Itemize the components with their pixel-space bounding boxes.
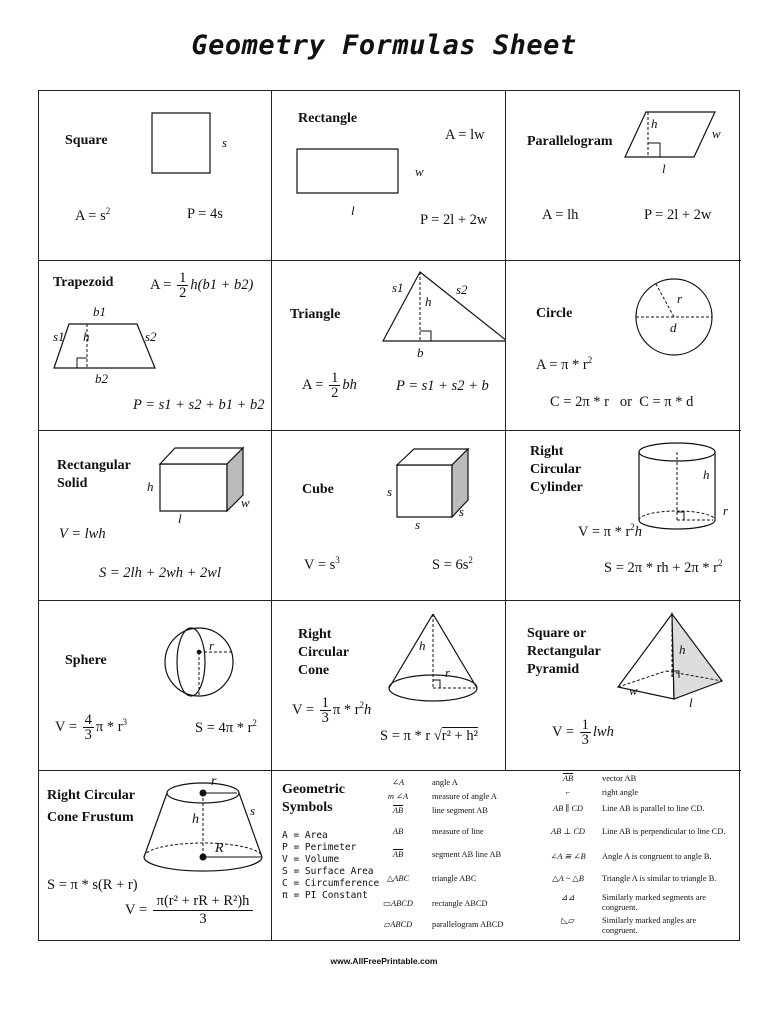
sphere-surface: $S = 4\pi * r^2$ — [195, 718, 257, 736]
cell-parallelogram — [506, 91, 741, 261]
cube-s-bottom-label: s — [415, 517, 421, 532]
frustum-R-label: R — [215, 841, 224, 856]
pyramid-w-label: w — [629, 683, 638, 698]
triangle-s1-label: s1 — [392, 280, 404, 295]
parallelogram-perimeter: P = 2l + 2w — [644, 207, 712, 223]
sym-right-3: AB ⊥ CD Line AB is perpendicular to line CD. — [551, 827, 726, 836]
cell-cone — [272, 601, 506, 771]
cell-rectangle — [272, 91, 506, 261]
rect-solid-volume: V = lwh — [59, 526, 106, 542]
cell-rect-solid — [39, 431, 272, 601]
sym-right-5: △A ~ △B Triangle A is similar to triangle B. — [552, 874, 717, 883]
triangle-area: A = $\frac{1}{2}$ bh — [302, 370, 357, 401]
circle-figure — [634, 277, 714, 357]
sym-right-0: $\overline{AB}$ vector AB — [562, 774, 637, 783]
sym-left-0: ∠A angle A — [391, 778, 458, 787]
frustum-h-label: h — [192, 812, 199, 827]
rectangle-area: A = lw — [445, 127, 485, 143]
label-pyramid: Square or Rectangular Pyramid — [527, 626, 601, 677]
label-parallelogram: Parallelogram — [527, 134, 613, 149]
pyramid-l-label: l — [689, 695, 693, 710]
page-title: Geometry Formulas Sheet — [191, 30, 577, 61]
parallelogram-height-label: h — [651, 116, 658, 131]
rect-solid-l-label: l — [178, 511, 182, 526]
label-triangle: Triangle — [290, 307, 341, 322]
rectangle-figure — [296, 148, 400, 194]
marked-angles-icon: ◺▱ — [561, 916, 575, 925]
circle-area: $A = \pi * r^2$ — [536, 355, 593, 373]
label-rectangle: Rectangle — [298, 111, 358, 126]
cell-square — [39, 91, 272, 261]
frustum-volume: V = $\frac{\text{π(r² + rR + R²)h}}{3}$ — [125, 893, 255, 928]
label-circle: Circle — [536, 306, 573, 321]
square-area: $A = s^2$ — [75, 206, 111, 224]
cone-surface: S = π * r √r² + h² — [380, 728, 478, 744]
rectangle-width-label: w — [415, 164, 424, 179]
sym-left-2: $\overline{AB}$ line segment AB — [392, 806, 488, 815]
square-perimeter: P = 4s — [187, 206, 223, 222]
label-cone: Right Circular Cone — [298, 627, 350, 678]
symbols-legend: A = Area P = Perimeter V = Volume S = Surface Area C = Circumference π = PI Constant — [282, 830, 380, 901]
sym-left-5: △ABC triangle ABC — [386, 874, 477, 883]
right-angle-icon: ⌐ — [565, 788, 571, 797]
cylinder-h-label: h — [703, 467, 710, 482]
marked-segments-icon: ⊿⊿ — [560, 893, 576, 902]
sphere-volume: V = $\frac{4}{3}$ π * $r^3$ — [55, 712, 128, 743]
pyramid-h-label: h — [679, 642, 686, 657]
sphere-r-label: r — [209, 638, 215, 653]
label-cube: Cube — [302, 482, 334, 497]
label-symbols: Geometric Symbols — [282, 782, 345, 815]
sym-left-4: $\overline{AB}$ segment AB line AB — [392, 850, 502, 859]
cell-circle — [506, 261, 741, 431]
sym-right-7: ◺▱ Similarly marked angles are congruent. — [534, 916, 696, 936]
frustum-r-label: r — [211, 774, 217, 789]
cube-surface: $S = 6s^2$ — [432, 555, 473, 573]
trapezoid-h-label: h — [83, 329, 90, 344]
rectangle-length-label: l — [351, 203, 355, 218]
label-trapezoid: Trapezoid — [53, 275, 114, 290]
cell-pyramid — [506, 601, 741, 771]
sym-left-7: ▱ABCD parallelogram ABCD — [383, 920, 504, 929]
pyramid-volume: V = $\frac{1}{3}$ lwh — [552, 717, 614, 748]
trapezoid-b1-label: b1 — [93, 304, 106, 319]
sym-left-6: ▭ABCD rectangle ABCD — [383, 899, 488, 908]
cube-s-left-label: s — [387, 484, 393, 499]
formula-grid — [38, 90, 740, 941]
square-figure — [151, 112, 213, 174]
sym-right-4: ∠A ≅ ∠B Angle A is congruent to angle B. — [550, 852, 712, 861]
frustum-surface: S = π * s(R + r) — [47, 877, 138, 893]
triangle-s2-label: s2 — [456, 282, 468, 297]
cylinder-r-label: r — [723, 503, 729, 518]
circle-d-label: d — [670, 320, 677, 335]
triangle-h-label: h — [425, 294, 432, 309]
trapezoid-figure — [53, 323, 157, 369]
cylinder-volume: $V = \pi * r^2h$ — [578, 522, 643, 540]
cell-cube — [272, 431, 506, 601]
cell-sphere — [39, 601, 272, 771]
sym-right-6: ⊿⊿ Similarly marked segments are congruent. — [534, 893, 706, 913]
sym-left-1: m ∠A measure of angle A — [387, 792, 497, 801]
rect-solid-w-label: w — [241, 495, 250, 510]
cell-symbols — [272, 771, 741, 940]
label-rect-solid: Rectangular Solid — [57, 458, 131, 491]
cube-volume: $V = s^3$ — [304, 555, 340, 573]
cone-figure — [388, 613, 478, 705]
rect-solid-figure — [159, 447, 245, 513]
parallelogram-area: A = lh — [542, 207, 579, 223]
label-sphere: Sphere — [65, 653, 107, 668]
sym-left-3: AB measure of line — [392, 827, 484, 836]
parallelogram-length-label: l — [662, 161, 666, 176]
cone-volume: V = $\frac{1}{3}$ π * $r^2h$ — [292, 695, 372, 726]
trapezoid-b2-label: b2 — [95, 371, 108, 386]
rect-solid-surface: S = 2lh + 2wh + 2wl — [99, 565, 222, 581]
footer-url: www.AllFreePrintable.com — [330, 956, 438, 966]
cell-triangle — [272, 261, 506, 431]
cell-cylinder — [506, 431, 741, 601]
parallelogram-width-label: w — [712, 126, 721, 141]
triangle-b-label: b — [417, 345, 424, 360]
circle-circumference: C = 2π * r or C = π * d — [550, 394, 694, 410]
cube-s-right-label: s — [459, 504, 465, 519]
frustum-figure — [143, 778, 263, 874]
cylinder-surface: S = 2π * rh + $2\pi * r^2$ — [604, 558, 723, 576]
label-frustum: Right Circular Cone Frustum — [47, 788, 136, 825]
sphere-figure — [163, 625, 233, 699]
cell-frustum — [39, 771, 272, 940]
circle-r-label: r — [677, 291, 683, 306]
cone-r-label: r — [445, 665, 451, 680]
rectangle-perimeter: P = 2l + 2w — [420, 212, 488, 228]
label-square: Square — [65, 133, 108, 148]
cone-h-label: h — [419, 638, 426, 653]
trapezoid-perimeter: P = s1 + s2 + b1 + b2 — [133, 397, 265, 413]
sym-right-1: ⌐ right angle — [534, 788, 638, 797]
triangle-perimeter: P = s1 + s2 + b — [396, 378, 489, 394]
sym-right-2: AB ∥ CD Line AB is parallel to line CD. — [553, 804, 705, 813]
cylinder-figure — [637, 442, 717, 532]
trapezoid-s2-label: s2 — [145, 329, 157, 344]
cell-trapezoid — [39, 261, 272, 431]
trapezoid-s1-label: s1 — [53, 329, 65, 344]
parallelogram-figure — [624, 111, 716, 159]
frustum-s-label: s — [250, 803, 256, 818]
square-side-label: s — [222, 135, 228, 150]
rect-solid-h-label: h — [147, 479, 154, 494]
trapezoid-area: A = $\frac{1}{2}$ h(b1 + b2) — [150, 270, 254, 301]
label-cylinder: Right Circular Cylinder — [530, 444, 583, 495]
